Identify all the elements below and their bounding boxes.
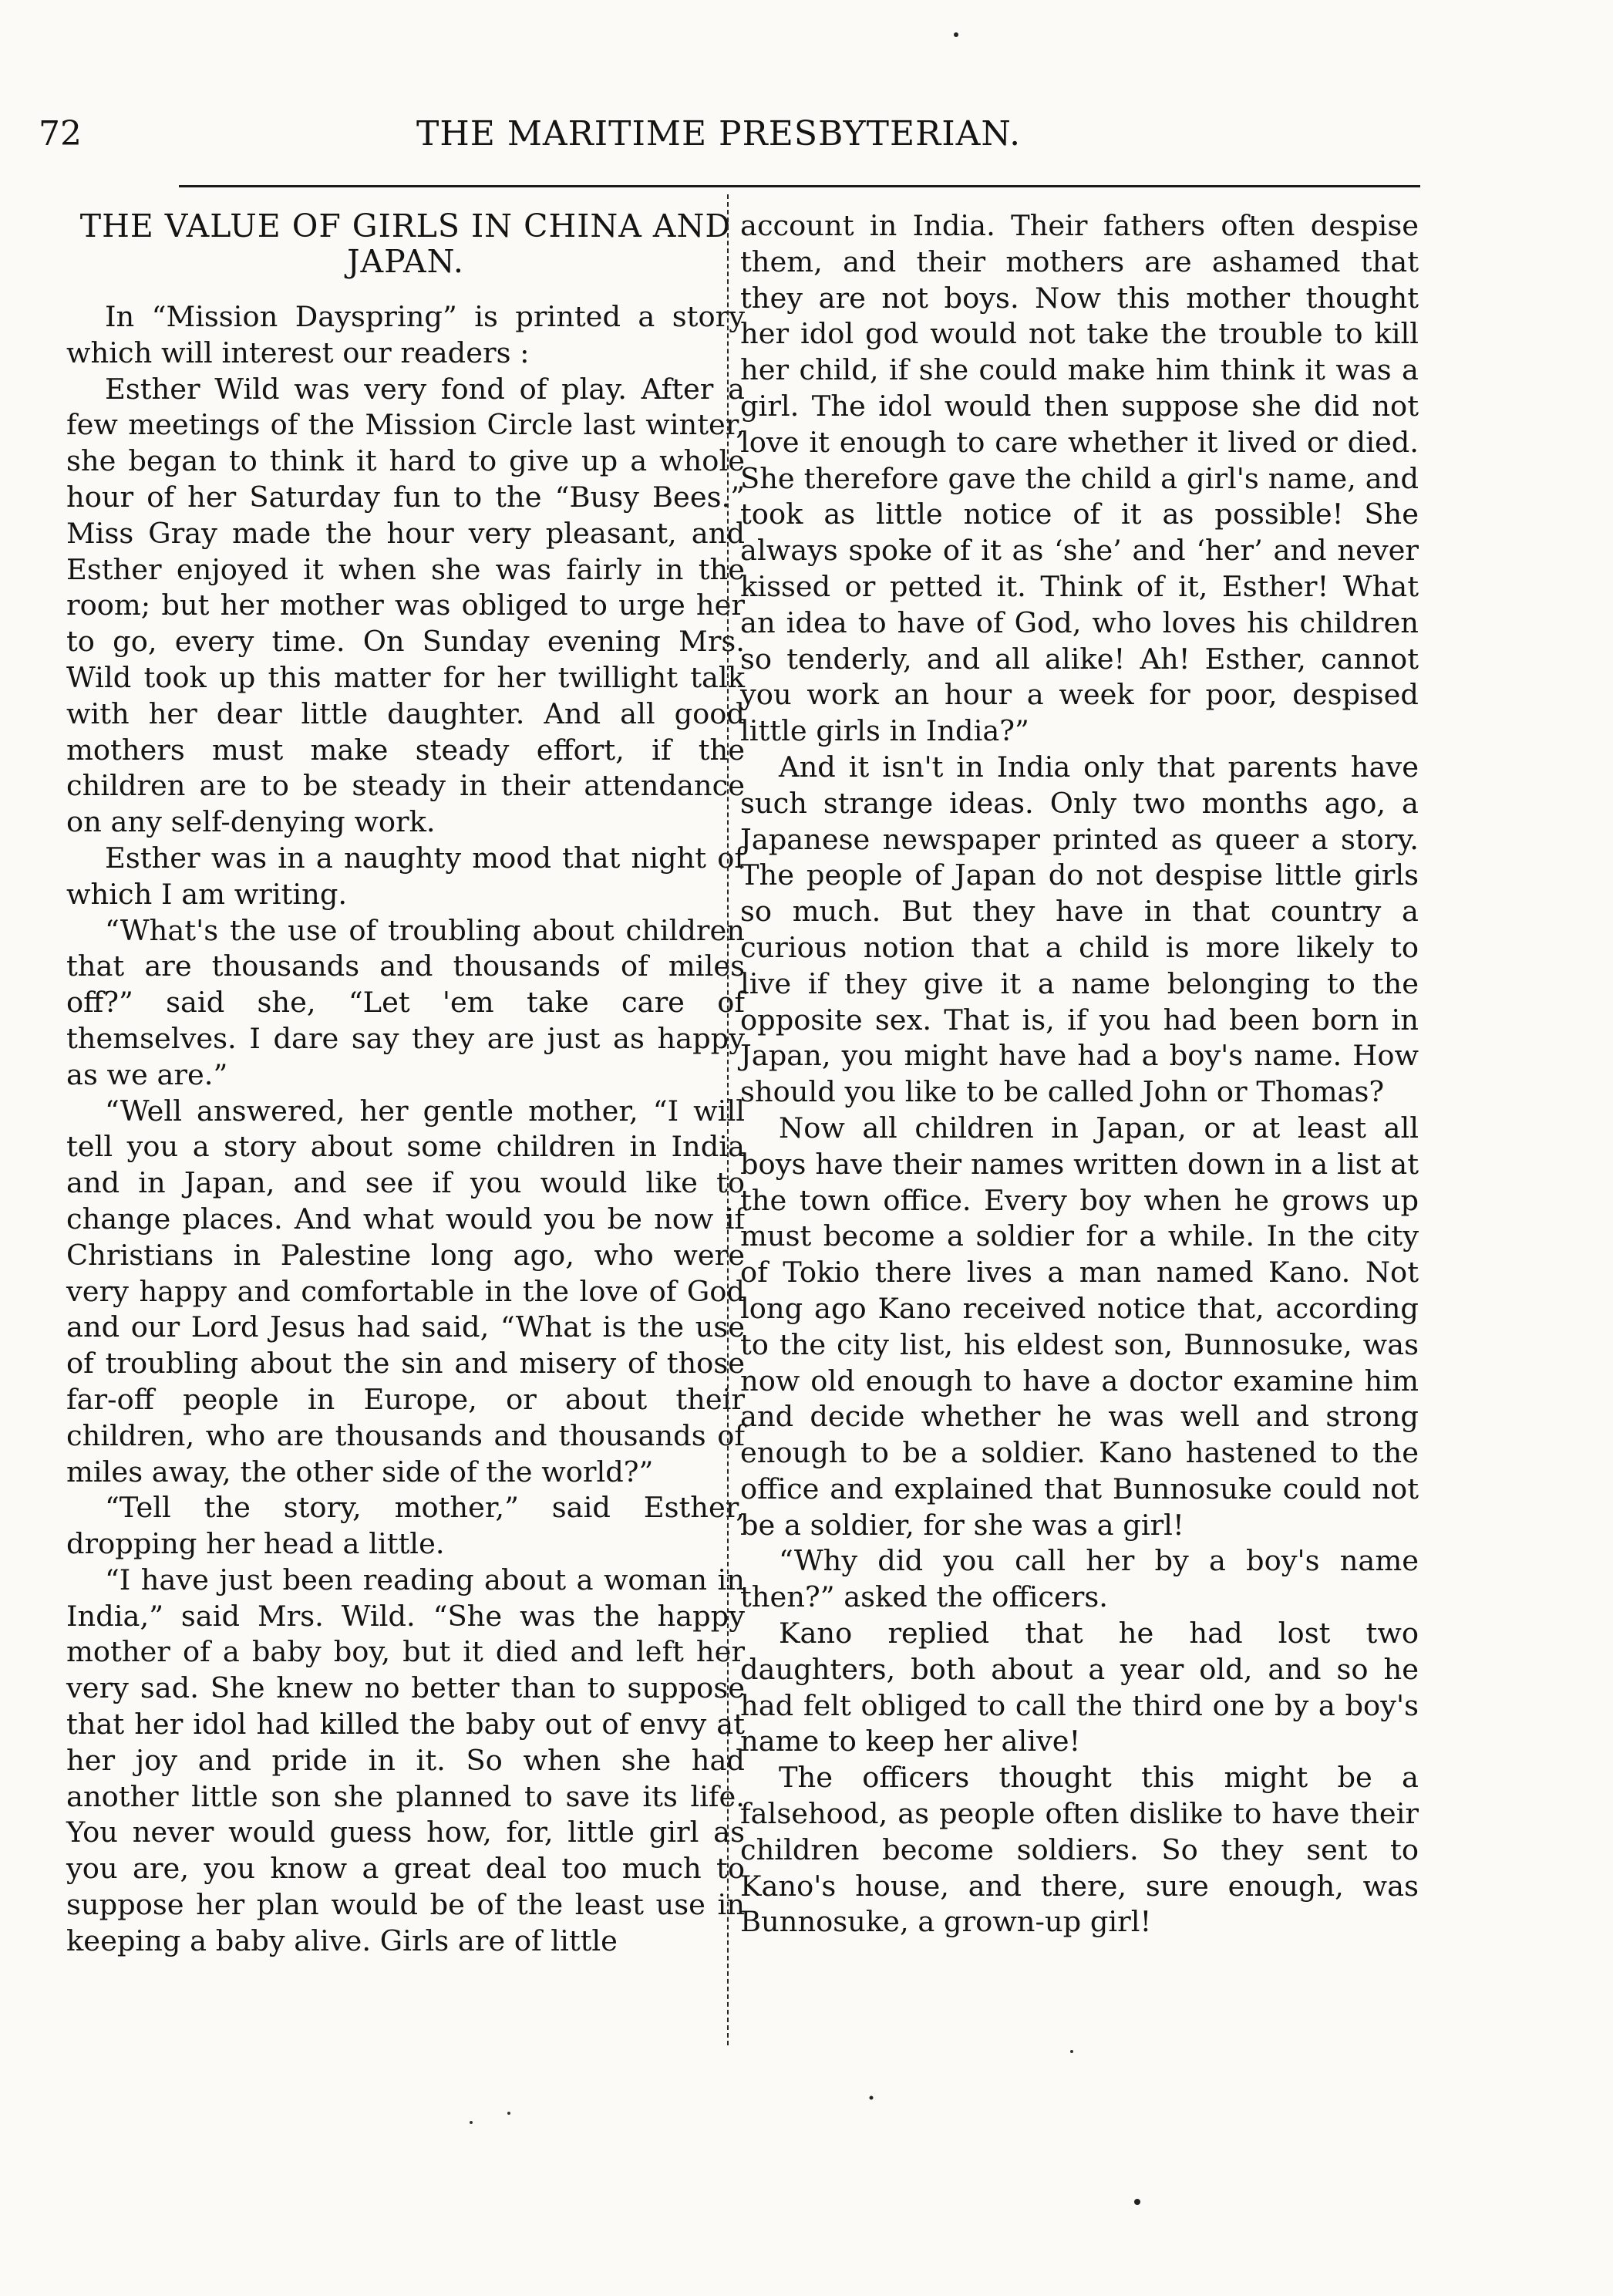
paragraph: “Well answered, her gentle mother, “I will tell you a story about some children in India and in Japan, and see if you would like to change places. And what would you be now if Christians in Palestine long ago, who were very happy and comfortable in the love of God and our Lord Jesus had said, “What is the use of troubling about the sin and misery of those far-off people in Europe, or about their children, who are thousands and thousands of miles away, the other side of the world?” [66, 1094, 745, 1489]
article-title: THE VALUE OF GIRLS IN CHINA AND JAPAN. [79, 207, 732, 280]
paragraph: “Tell the story, mother,” said Esther, dropping her head a little. [66, 1491, 745, 1561]
column-divider [727, 194, 729, 2045]
paragraph: Esther was in a naughty mood that night of which I am writing. [66, 841, 745, 911]
running-head: THE MARITIME PRESBYTERIAN. [416, 114, 1022, 153]
page-number: 72 [39, 114, 82, 153]
header-rule [179, 185, 1420, 187]
page-header [39, 114, 1426, 168]
paragraph: Now all children in Japan, or at least all boys have their names written down in a list at the town office. Every boy when he grows up must become a soldier for a while. In the city of Tokio there lives a man named Kano. Not long ago Kano received notice that, according to the city list, his eldest son, Bunnosuke, was now old enough to have a doctor examine him and decide whether he was well and strong enough to be a soldier. Kano hastened to the office and explained that Bunnosuke could not be a soldier, for she was a girl! [740, 1111, 1419, 1542]
paragraph: And it isn't in India only that parents have such strange ideas. Only two months ago, a Japanese newspaper printed as queer a story. The people of Japan do not despise little girls so much. But they have in that country a curious notion that a child is more likely to live if they give it a name belonging to the opposite sex. That is, if you had been born in Japan, you might have had a boy's name. How should you like to be called John or Thomas? [740, 750, 1419, 1109]
left-column [66, 208, 745, 1960]
paragraph: Kano replied that he had lost two daughters, both about a year old, and so he had felt obliged to call the third one by a boy's name to keep her alive! [740, 1617, 1419, 1758]
paragraph: In “Mission Dayspring” is printed a story which will interest our readers : [66, 300, 745, 369]
paragraph: Esther Wild was very fond of play. After a few meetings of the Mission Circle last winter, she began to think it hard to give up a whole hour of her Saturday fun to the “Busy Bees.” Miss Gray made the hour very pleasant, and Esther enjoyed it when she was fairly in the room; but her mother was obliged to urge her to go, every time. On Sunday evening Mrs. Wild took up this matter for her twillight talk with her dear little daughter. And all good mothers must make steady effort, if the children are to be steady in their attendance on any self-denying work. [66, 372, 745, 839]
paragraph: account in India. Their fathers often despise them, and their mothers are ashamed that they are not boys. Now this mother thought her idol god would not take the trouble to kill her child, if she could make him think it was a girl. The idol would then suppose she did not love it enough to care whether it lived or died. She therefore gave the child a girl's name, and took as little notice of it as possible! She always spoke of it as ‘she’ and ‘her’ and never kissed or petted it. Think of it, Esther! What an idea to have of God, who loves his children so tenderly, and all alike! Ah! Esther, cannot you work an hour a week for poor, despised little girls in India?” [740, 209, 1419, 748]
paragraph: “I have just been reading about a woman in India,” said Mrs. Wild. “She was the happy mother of a baby boy, but it died and left her very sad. She knew no better than to suppose that her idol had killed the baby out of envy at her joy and pride in it. So when she had another little son she planned to save its life. You never would guess how, for, little girl as you are, you know a great deal too much to suppose her plan would be of the least use in keeping a baby alive. Girls are of little [66, 1563, 745, 1957]
paragraph: “What's the use of troubling about children that are thousands and thousands of miles off?” said she, “Let 'em take care of themselves. I dare say they are just as happy as we are.” [66, 913, 745, 1091]
paragraph: The officers thought this might be a falsehood, as people often dislike to have their children become soldiers. So they sent to Kano's house, and there, sure enough, was Bunnosuke, a grown-up girl! [740, 1761, 1419, 1939]
right-column [740, 208, 1419, 1940]
paragraph: “Why did you call her by a boy's name then?” asked the officers. [740, 1544, 1419, 1614]
